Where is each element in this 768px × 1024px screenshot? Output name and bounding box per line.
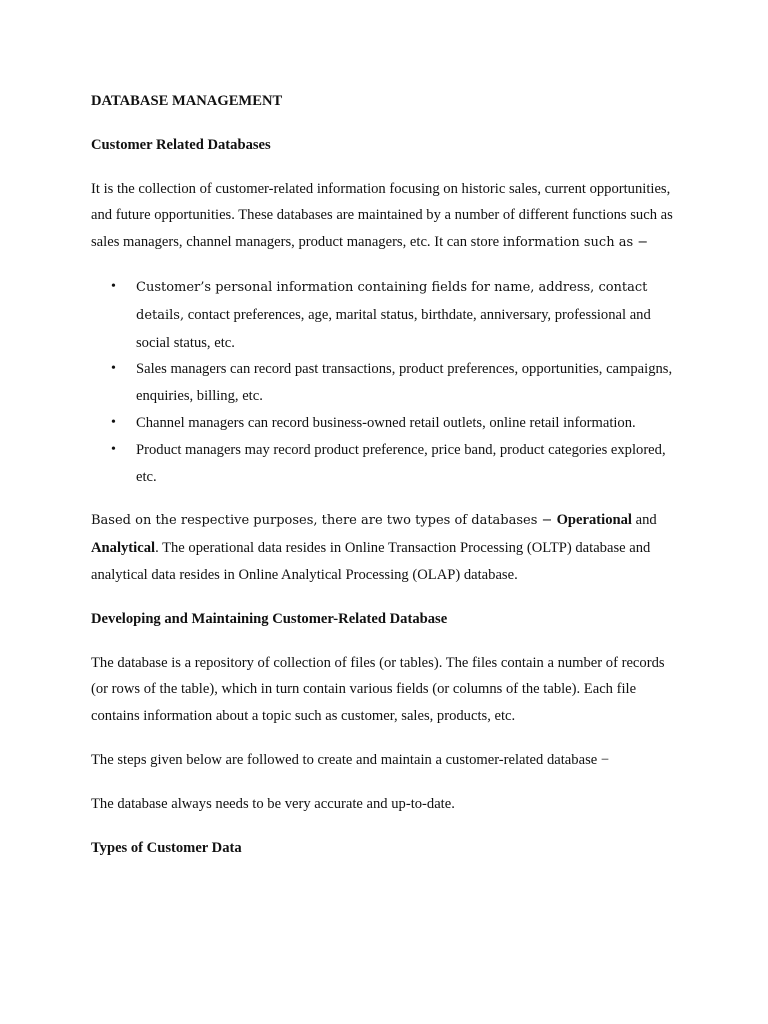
list-item-text: Product managers may record product preference, price band, product categories explored, etc.	[136, 441, 666, 485]
repository-paragraph: The database is a repository of collection of files (or tables). The files contain a number of records (or rows of the table), which in turn contain various fields (or columns of the table). Each file contains information about a topic such as customer, sales, products, etc.	[91, 654, 665, 725]
intro-text-continued: information such as −	[502, 235, 649, 251]
bullet-icon: •	[111, 441, 116, 457]
analytical-term: Analytical	[91, 540, 156, 557]
document-title: DATABASE MANAGEMENT	[91, 93, 283, 109]
intro-text: It is the collection of customer-related information focusing on historic sales, current opportunities, and future opportunities. These databases are maintained by a number of different functions such as sales managers, channel managers, product managers, etc. It can store	[91, 180, 673, 251]
list-item-text: Channel managers can record business-owned retail outlets, online retail information.	[136, 414, 636, 431]
conjunction-text: and	[631, 512, 657, 529]
database-types-rest: . The operational data resides in Online Transaction Processing (OLTP) database and analytical data resides in Online Analytical Processing (OLAP) database.	[91, 540, 651, 583]
bullet-list	[91, 274, 681, 490]
database-types-intro: Based on the respective purposes, there are two types of databases −	[91, 513, 557, 529]
steps-paragraph	[91, 747, 681, 774]
section-heading-customer-databases: Customer Related Databases	[91, 136, 271, 153]
intro-paragraph	[91, 176, 681, 257]
section-heading-customer-data-types: Types of Customer Data	[91, 839, 242, 856]
operational-term: Operational	[556, 512, 632, 529]
accuracy-paragraph: The database always needs to be very accurate and up-to-date.	[91, 795, 455, 812]
list-item	[111, 356, 681, 410]
database-types-paragraph	[91, 507, 681, 588]
list-item	[111, 437, 681, 491]
list-item	[111, 410, 681, 437]
bullet-icon: •	[111, 414, 116, 430]
list-item-text-continued: contact preferences, age, marital status, birthdate, anniversary, professional and social status, etc.	[136, 306, 651, 351]
bullet-icon: •	[111, 278, 116, 294]
steps-text: The steps given below are followed to create and maintain a customer-related database −	[91, 751, 610, 768]
list-item	[111, 274, 681, 356]
list-item-text: Customer’s personal information containing fields for name, address, contact details,	[136, 279, 648, 323]
list-item-text: Sales managers can record past transactions, product preferences, opportunities, campaigns, enquiries, billing, etc.	[136, 361, 673, 405]
section-heading-developing-database: Developing and Maintaining Customer-Related Database	[91, 610, 448, 627]
document-body	[91, 88, 681, 878]
bullet-icon: •	[111, 361, 116, 377]
